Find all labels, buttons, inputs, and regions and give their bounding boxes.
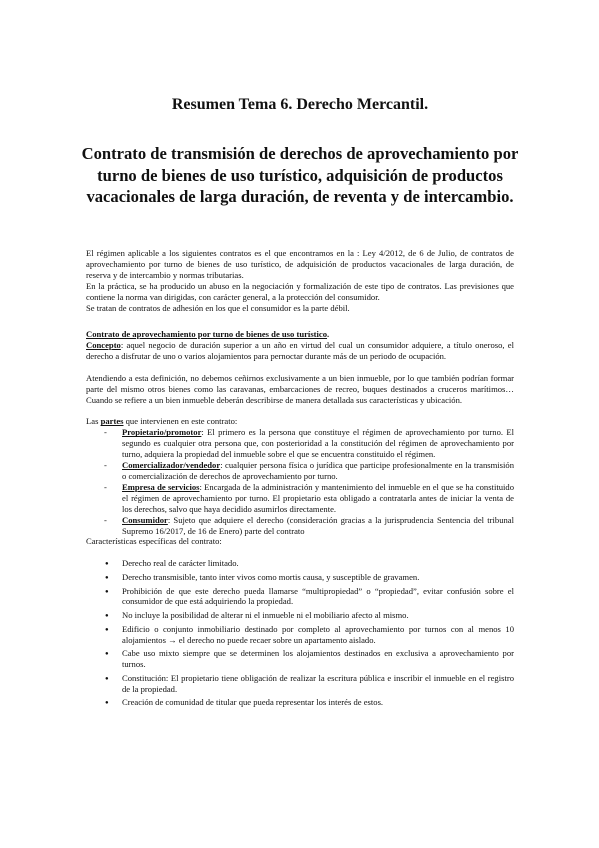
party-term: Empresa de servicios	[122, 481, 200, 492]
intro-paragraph-3: Se tratan de contratos de adhesión en los que el consumidor es la parte débil.	[86, 302, 350, 313]
feature-item: ● Constitución: El propietario tiene obligación de realizar la escritura pública e inscribir el inmueble en el registro de la propiedad.	[122, 673, 514, 695]
document-subtitle: Contrato de transmisión de derechos de aprovechamiento por turno de bienes de uso turístico, adquisición de productos vacacionales de larga duración, de reventa y de intercambio.	[81, 144, 519, 206]
document-title: Resumen Tema 6. Derecho Mercantil.	[171, 96, 429, 113]
party-item	[122, 460, 514, 482]
section-heading	[86, 329, 514, 340]
feature-item: ● Cabe uso mixto siempre que se determinen los alojamientos destinados en exclusiva a aprovechamiento por turnos.	[122, 648, 514, 670]
party-term: Consumidor	[122, 514, 168, 525]
party-item	[122, 427, 514, 460]
feature-item: ● Prohibición de que este derecho pueda llamarse “multipropiedad” o “propiedad”, evitar confusión sobre el consumidor de que está adquiriendo la propiedad.	[122, 586, 514, 608]
party-text: : cualquier persona física o jurídica que participe profesionalmente en la transmisión o comercialización de derechos de aprovechamiento por turno.	[122, 460, 514, 481]
intro-paragraph-1: El régimen aplicable a los siguientes contratos es el que encontramos en la : Ley 4/2012, de 6 de Julio, de contratos de aprovechamiento por turno de bienes de uso turístico, de adquisición de productos vacacionales de larga duración, de reserva y de intercambio y normas tributarias.	[86, 248, 514, 280]
section-heading-end: .	[327, 329, 330, 339]
concept-text: : aquel negocio de duración superior a un año en virtud del cual un consumidor adquiere, a título oneroso, el derecho a disfrutar de uno o varios alojamientos para pernoctar durante más de un periodo de ocupación.	[86, 339, 514, 361]
feature-item: ● Derecho real de carácter limitado.	[122, 558, 514, 569]
feature-item: ● Creación de comunidad de titular que pueda representar los interés de estos.	[122, 697, 514, 708]
concept-label: Concepto	[86, 339, 121, 350]
parties-intro	[86, 416, 514, 427]
parties-intro-post: que intervienen en este contrato:	[123, 416, 238, 427]
concept-paragraph	[86, 340, 514, 362]
features-list	[86, 558, 514, 708]
party-term: Propietario/promotor	[122, 427, 202, 438]
party-text: : El primero es la persona que constituye el régimen de aprovechamiento por turno. El segundo es cualquier otra persona que, con posterioridad a la constitución del régimen de aprovechamiento por turno, adquiera la propiedad del inmueble sobre el que se encuentra constituido el régimen.	[122, 427, 514, 460]
party-text: : Encargada de la administración y mantenimiento del inmueble en el que se ha constituido el régimen de aprovechamiento por turno. El propietario esta obligado a contratarla antes de iniciar la venta de los derechos, salvo que haya decidido asumirlos directamente.	[122, 481, 514, 514]
parties-list	[86, 427, 514, 536]
party-item	[122, 515, 514, 537]
definition-paragraph: Atendiendo a esta definición, no debemos ceñirnos exclusivamente a un bien inmueble, por lo que también podrían formar parte del mismo otros bienes como las caravanas, embarcaciones de recreo, buques destinados a cruceros marítimos… Cuando se refiere a un bien inmueble deberán describirse de manera detallada sus características y ubicación.	[86, 372, 514, 405]
party-item	[122, 482, 514, 515]
feature-item: ● Derecho transmisible, tanto inter vivos como mortis causa, y susceptible de gravamen.	[122, 572, 514, 583]
party-text: : Sujeto que adquiere el derecho (consideración gracias a la jurisprudencia Sentencia del tribunal Supremo 16/2017, de 16 de Enero) parte del contrato	[122, 514, 514, 536]
intro-paragraph-2: En la práctica, se ha producido un abuso en la negociación y formalización de este tipo de contratos. Las previsiones que contiene la norma van dirigidas, con carácter general, a la protección del consumidor.	[86, 280, 514, 302]
section-heading-text: Contrato de aprovechamiento por turno de bienes de uso turístico	[86, 329, 328, 339]
feature-item: ● Edificio o conjunto inmobiliario destinado por completo al aprovechamiento por turnos con al menos 10 alojamientos → el derecho no puede recaer sobre un apartamento aislado.	[122, 624, 514, 646]
feature-item: ● No incluye la posibilidad de alterar ni el inmueble ni el mobiliario afecto al mismo.	[122, 610, 514, 621]
parties-intro-bold: partes	[100, 416, 124, 427]
party-term: Comercializador/vendedor	[122, 460, 221, 471]
features-intro: Características específicas del contrato:	[86, 536, 222, 547]
intro-block	[86, 248, 514, 313]
section-aprovechamiento	[86, 329, 514, 711]
parties-intro-pre: Las	[86, 416, 101, 427]
